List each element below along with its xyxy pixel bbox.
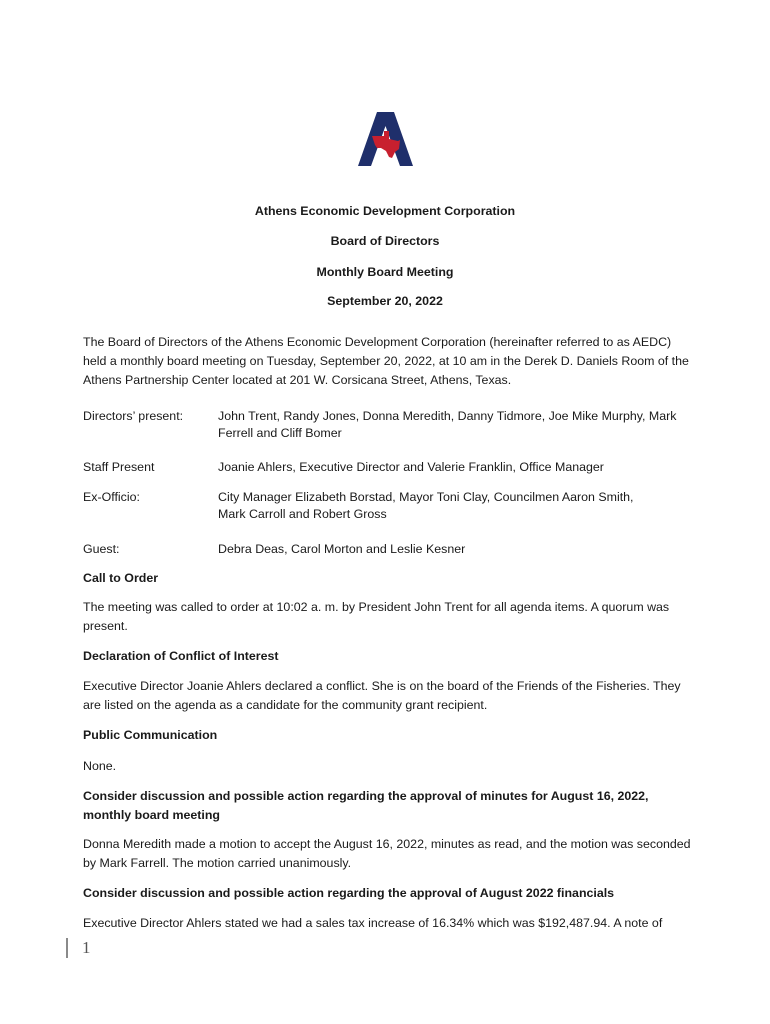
directors-list: John Trent, Randy Jones, Donna Meredith, Danny Tidmore, Joe Mike Murphy, Mark Ferrell and Cliff Bomer [218, 409, 677, 440]
call-to-order-text: The meeting was called to order at 10:02 a. m. by President John Trent for all agenda items. A quorum was present. [83, 600, 670, 633]
financials-text: Executive Director Ahlers stated we had a sales tax increase of 16.34% which was $192,487.94. A note of [83, 916, 663, 930]
guest-label: Guest: [83, 542, 120, 556]
board-title: Board of Directors [330, 234, 440, 248]
exofficio-list: City Manager Elizabeth Borstad, Mayor Toni Clay, Councilmen Aaron Smith, Mark Carroll and Robert Gross [218, 490, 634, 521]
financials-heading: Consider discussion and possible action regarding the approval of August 2022 financials [83, 886, 615, 900]
exofficio-label: Ex-Officio: [83, 490, 140, 504]
minutes-heading: Consider discussion and possible action regarding the approval of minutes for August 16, 2022, monthly board meeting [83, 789, 649, 822]
org-title: Athens Economic Development Corporation [254, 204, 516, 218]
public-communication-heading: Public Communication [83, 728, 218, 742]
directors-label: Directors’ present: [83, 409, 184, 423]
call-to-order-heading: Call to Order [83, 571, 159, 585]
staff-list: Joanie Ahlers, Executive Director and Valerie Franklin, Office Manager [218, 460, 604, 474]
guest-list: Debra Deas, Carol Morton and Leslie Kesner [218, 542, 466, 556]
staff-label: Staff Present [83, 460, 155, 474]
minutes-text: Donna Meredith made a motion to accept the August 16, 2022, minutes as read, and the motion was seconded by Mark Farrell. The motion carried unanimously. [83, 837, 691, 870]
page-number: 1 [82, 938, 91, 957]
meeting-date: September 20, 2022 [327, 294, 443, 308]
conflict-heading: Declaration of Conflict of Interest [83, 649, 279, 663]
intro-paragraph: The Board of Directors of the Athens Economic Development Corporation (hereinafter referred to as AEDC) held a monthly board meeting on Tuesday, September 20, 2022, at 10 am in the Derek D. Daniels Room of the Athens Partnership Center located at 201 W. Corsicana Street, Athens, Texas. [83, 335, 689, 387]
meeting-title: Monthly Board Meeting [316, 265, 454, 279]
footer-divider [66, 938, 68, 958]
public-communication-text: None. [83, 759, 117, 773]
conflict-text: Executive Director Joanie Ahlers declared a conflict. She is on the board of the Friends of the Fisheries. They are listed on the agenda as a candidate for the community grant recipient. [83, 679, 681, 712]
aedc-logo [358, 112, 413, 166]
